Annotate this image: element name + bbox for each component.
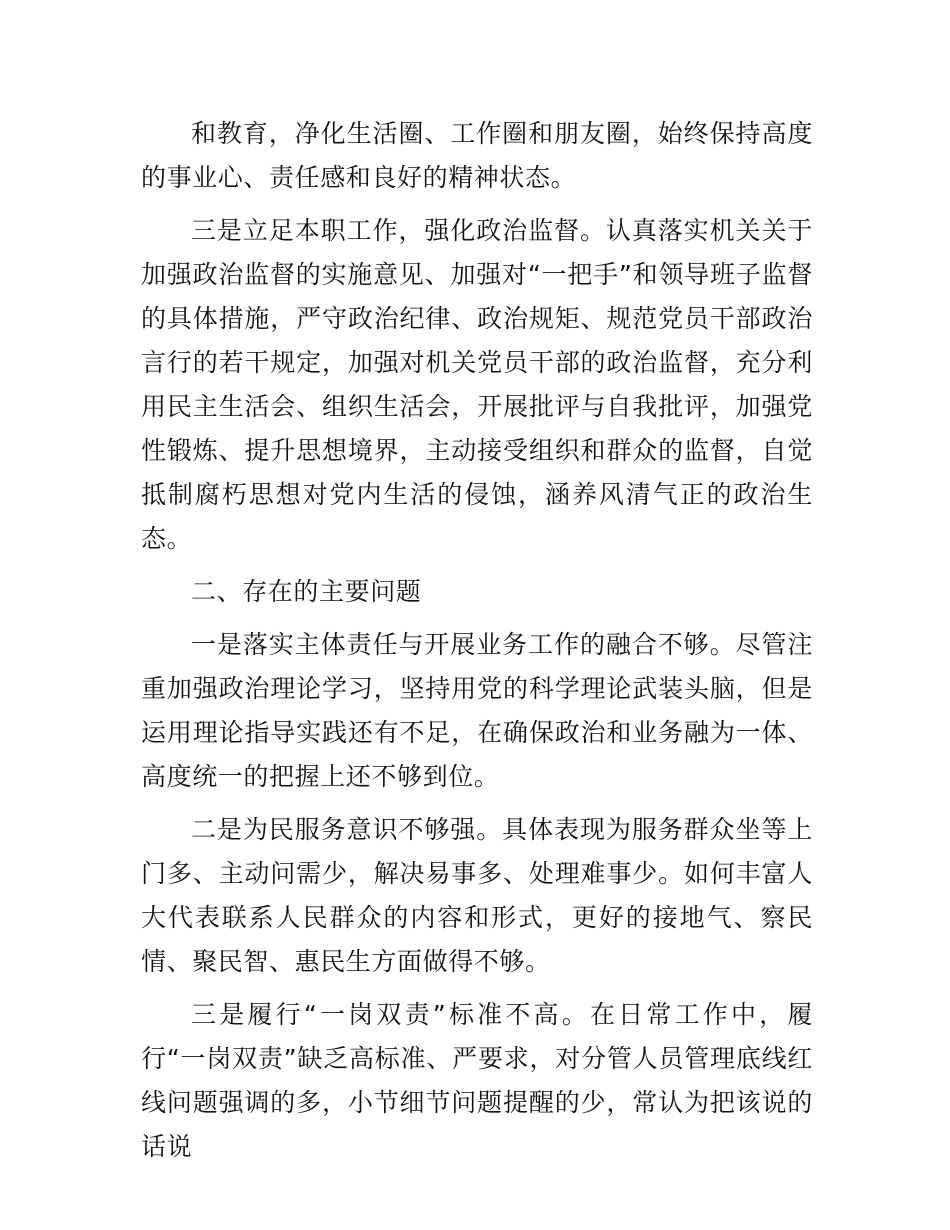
paragraph-political-supervision: 三是立足本职工作，强化政治监督。认真落实机关关于加强政治监督的实施意见、加强对“一把手”和领导班子监督的具体措施，严守政治纪律、政治规矩、规范党员干部政治言行的若干规定，加强对机关党员干部的政治监督，充分利用民主生活会、组织生活会，开展批评与自我批评，加强党性锻炼、提升思想境界，主动接受组织和群众的监督，自觉抵制腐朽思想对党内生活的侵蚀，涵养风清气正的政治生态。 <box>141 216 813 553</box>
paragraph-problem-two: 二是为民服务意识不够强。具体表现为服务群众坐等上门多、主动问需少，解决易事多、处理难事少。如何丰富人大代表联系人民群众的内容和形式，更好的接地气、察民情、聚民智、惠民生方面做得不够。 <box>141 815 813 976</box>
paragraph-problem-three: 三是履行“一岗双责”标准不高。在日常工作中，履行“一岗双责”缺乏高标准、严要求，对分管人员管理底线红线问题强调的多，小节细节问题提醒的少，常认为把该说的话说 <box>141 1000 813 1161</box>
paragraph-problem-one: 一是落实主体责任与开展业务工作的融合不够。尽管注重加强政治理论学习，坚持用党的科学理论武装头脑，但是运用理论指导实践还有不足，在确保政治和业务融为一体、高度统一的把握上还不够到位。 <box>141 630 813 791</box>
paragraph-continuation: 和教育，净化生活圈、工作圈和朋友圈，始终保持高度的事业心、责任感和良好的精神状态。 <box>141 119 813 192</box>
document-body <box>141 112 813 1169</box>
section-heading-main-problems: 二、存在的主要问题 <box>191 577 422 606</box>
